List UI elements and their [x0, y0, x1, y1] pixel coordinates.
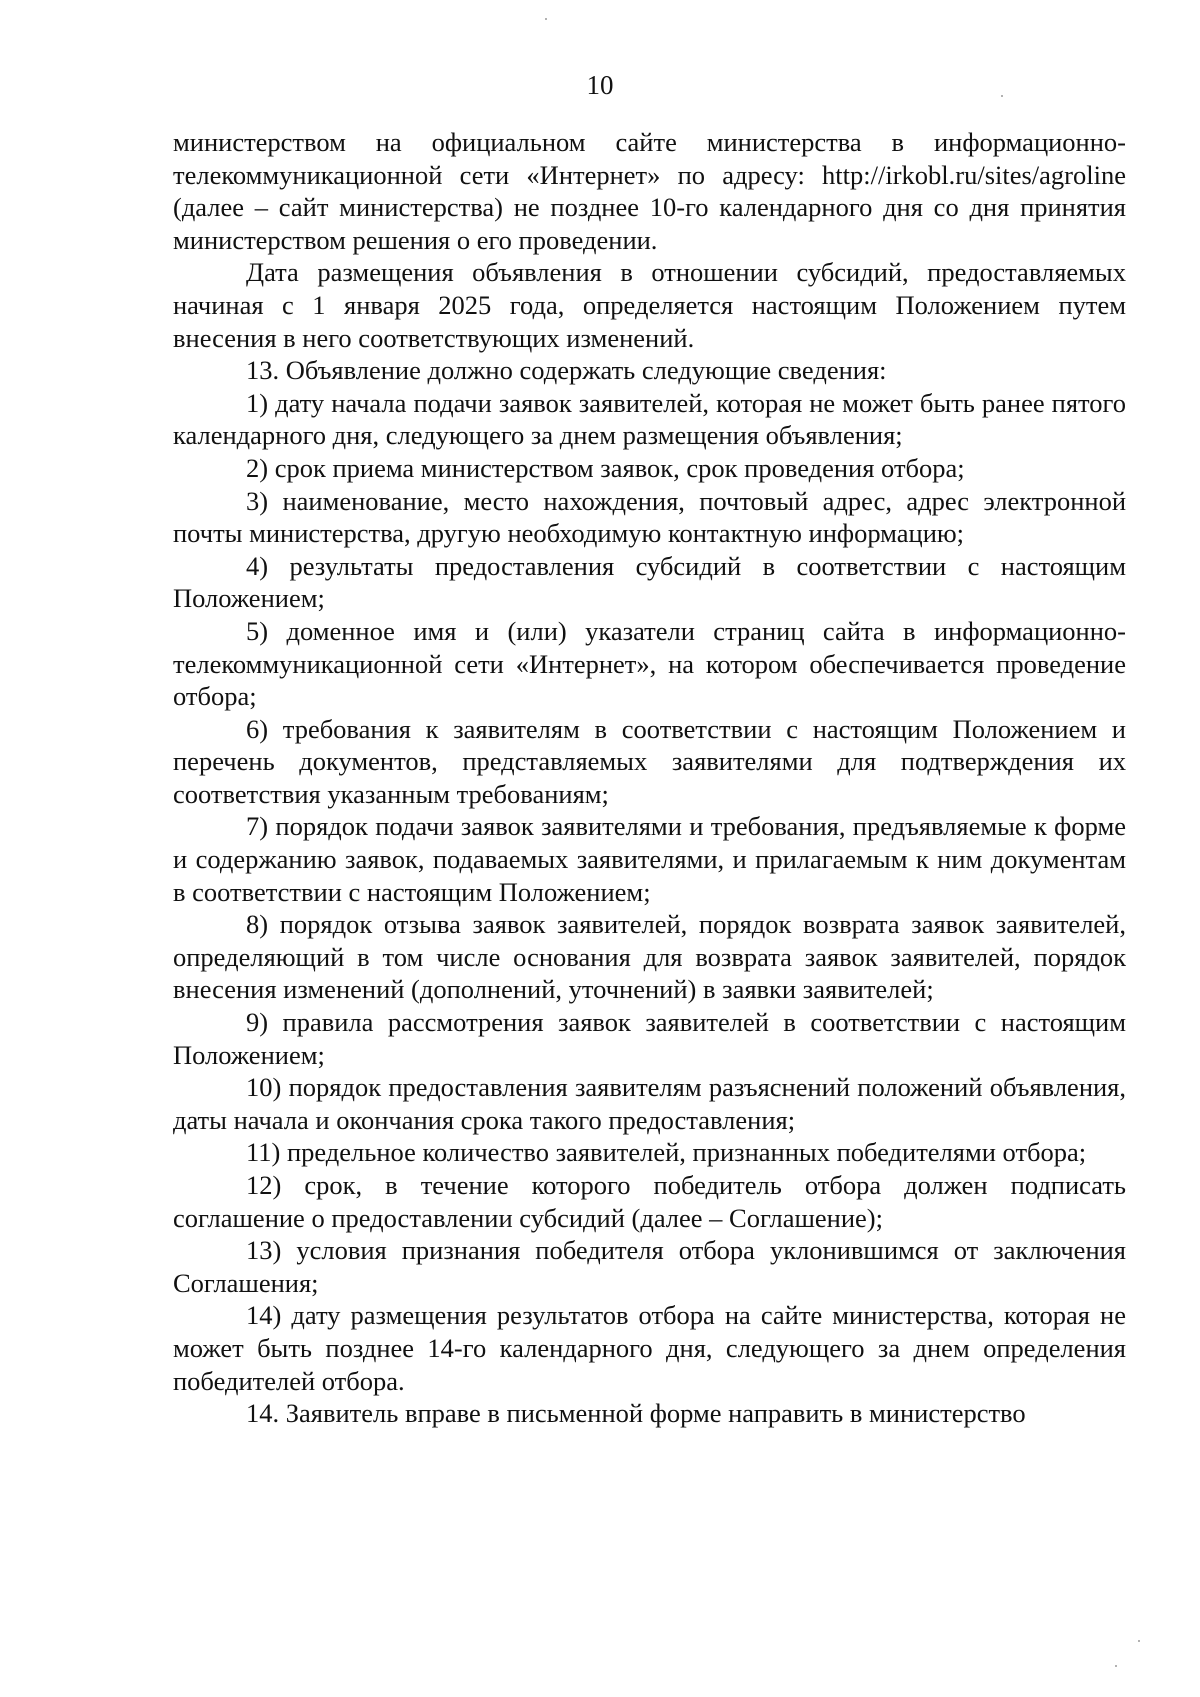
list-item-3: 3) наименование, место нахождения, почтовый адрес, адрес электронной почты министерства, другую необходимую контактную информацию;: [173, 485, 1126, 549]
list-item-7: 7) порядок подачи заявок заявителями и требования, предъявляемые к форме и содержанию заявок, подаваемых заявителями, и прилагаемым к ним документам в соответствии с настоящим Положением;: [173, 811, 1126, 907]
page-number: 10: [586, 70, 614, 100]
list-item-5: 5) доменное имя и (или) указатели страниц сайта в информационно-телекоммуникационной сети «Интернет», на котором обеспечивается проведение отбора;: [173, 615, 1126, 712]
list-item-8: 8) порядок отзыва заявок заявителей, порядок возврата заявок заявителей, определяющий в том числе основания для возврата заявок заявителей, порядок внесения изменений (дополнений, уточнений) в заявки заявителей;: [173, 909, 1126, 1005]
scan-speck: [1138, 1640, 1140, 1642]
list-item-6: 6) требования к заявителям в соответствии с настоящим Положением и перечень документов, представляемых заявителями для подтверждения их соответствия указанным требованиям;: [173, 713, 1126, 809]
document-body: [173, 126, 1126, 1430]
list-item-11: 11) предельное количество заявителей, признанных победителями отбора;: [246, 1137, 1087, 1168]
list-item-13: 13) условия признания победителя отбора уклонившимся от заключения Соглашения;: [173, 1235, 1126, 1298]
list-item-10: 10) порядок предоставления заявителям разъяснений положений объявления, даты начала и окончания срока такого предоставления;: [173, 1072, 1126, 1135]
paragraph-announcement-date: Дата размещения объявления в отношении субсидий, предоставляемых начиная с 1 января 2025 года, определяется настоящим Положением путем внесения в него соответствующих изменений.: [173, 257, 1126, 353]
scan-speck: [1001, 95, 1003, 97]
list-item-4: 4) результаты предоставления субсидий в соответствии с настоящим Положением;: [173, 550, 1126, 614]
paragraph-section-14: 14. Заявитель вправе в письменной форме направить в министерство: [246, 1398, 1026, 1429]
list-item-9: 9) правила рассмотрения заявок заявителей в соответствии с настоящим Положением;: [173, 1007, 1126, 1070]
paragraph-continuation: министерством на официальном сайте министерства в информационно-телекоммуникационной сети «Интернет» по адресу: http://irkobl.ru/sites/agroline (далее – сайт министерства) не позднее 10-го календарного дня со дня принятия министерством решения о его проведении.: [173, 127, 1126, 255]
list-item-2: 2) срок приема министерством заявок, срок проведения отбора;: [246, 452, 965, 483]
scan-speck: [1115, 1665, 1117, 1667]
paragraph-section-13: 13. Объявление должно содержать следующие сведения:: [246, 355, 887, 386]
list-item-14: 14) дату размещения результатов отбора на сайте министерства, которая не может быть позднее 14-го календарного дня, следующего за днем определения победителей отбора.: [173, 1300, 1126, 1396]
list-item-12: 12) срок, в течение которого победитель отбора должен подписать соглашение о предоставлении субсидий (далее – Соглашение);: [173, 1170, 1126, 1233]
scan-speck: [545, 18, 547, 20]
list-item-1: 1) дату начала подачи заявок заявителей, которая не может быть ранее пятого календарного дня, следующего за днем размещения объявления;: [173, 387, 1126, 451]
